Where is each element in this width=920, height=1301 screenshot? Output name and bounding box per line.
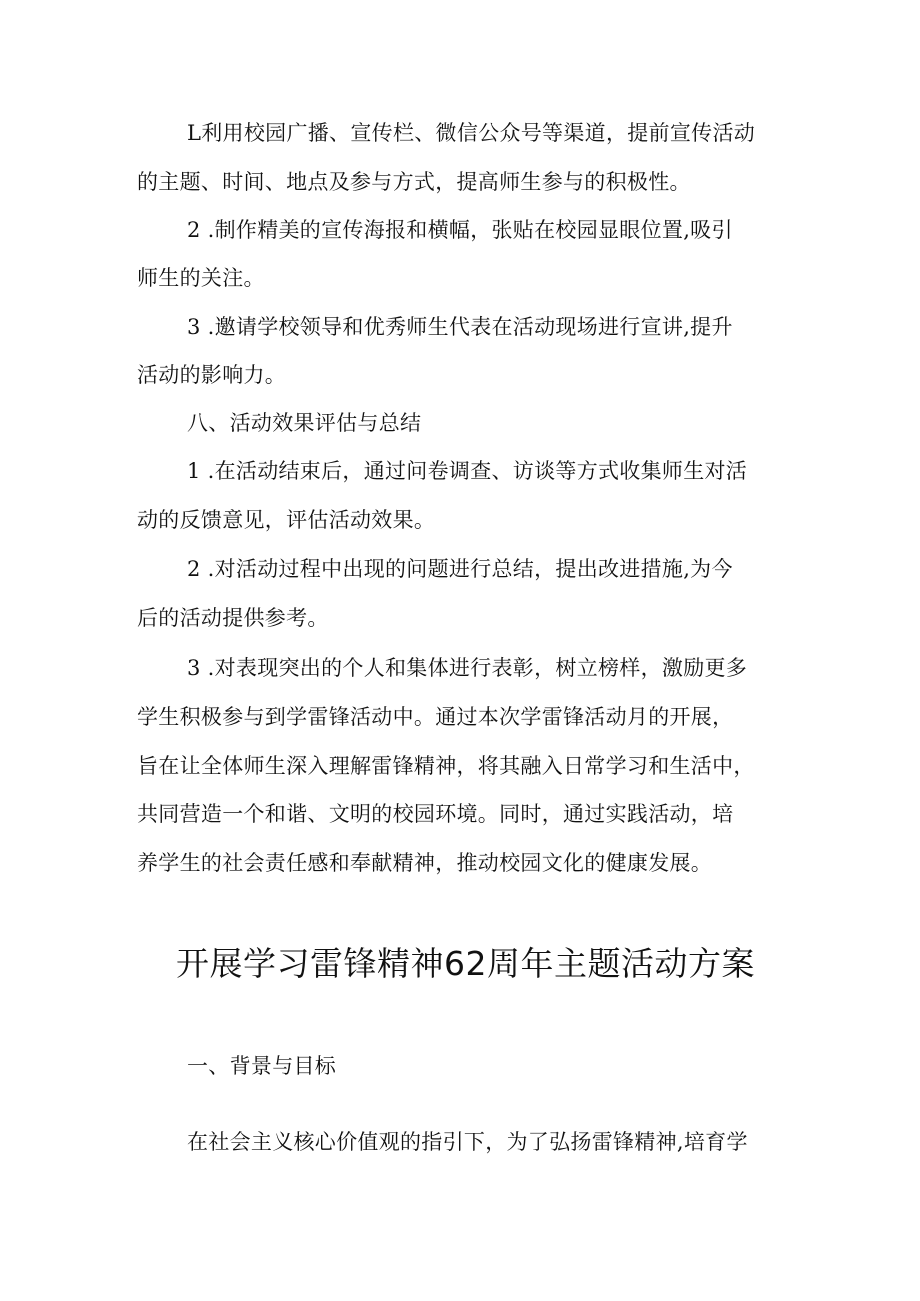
paragraph-line: 后的活动提供参考。 xyxy=(137,606,329,630)
paragraph-line: 活动的影响力。 xyxy=(137,363,287,387)
paragraph-line: 的主题、时间、地点及参与方式，提高师生参与的积极性。 xyxy=(137,170,691,194)
paragraph-line: 共同营造一个和谐、文明的校园环境。同时，通过实践活动，培 xyxy=(137,802,734,826)
paragraph-line: L利用校园广播、宣传栏、微信公众号等渠道，提前宣传活动 xyxy=(187,121,756,145)
paragraph-line: 养学生的社会责任感和奉献精神，推动校园文化的健康发展。 xyxy=(137,851,713,875)
paragraph-line: 2 .对活动过程中出现的问题进行总结，提出改进措施,为今 xyxy=(187,557,733,581)
paragraph-line: 学生积极参与到学雷锋活动中。通过本次学雷锋活动月的开展， xyxy=(137,705,734,729)
section-heading: 八、活动效果评估与总结 xyxy=(187,411,422,435)
paragraph-line: 2 .制作精美的宣传海报和横幅，张贴在校园显眼位置,吸引 xyxy=(187,218,733,242)
paragraph-line: 动的反馈意见，评估活动效果。 xyxy=(137,508,436,532)
paragraph-line: 师生的关注。 xyxy=(137,266,265,290)
paragraph-line: 1 .在活动结束后，通过问卷调查、访谈等方式收集师生对活 xyxy=(187,459,748,483)
paragraph-line: 3 .对表现突出的个人和集体进行表彰，树立榜样，激励更多 xyxy=(187,656,748,680)
document-title: 开展学习雷锋精神62周年主题活动方案 xyxy=(176,944,755,983)
paragraph-line: 在社会主义核心价值观的指引下，为了弘扬雷锋精神,培育学 xyxy=(187,1130,748,1154)
paragraph-line: 旨在让全体师生深入理解雷锋精神，将其融入日常学习和生活中， xyxy=(137,754,755,778)
paragraph-line: 3 .邀请学校领导和优秀师生代表在活动现场进行宣讲,提升 xyxy=(187,315,733,339)
section-heading: 一、背景与目标 xyxy=(187,1054,337,1078)
